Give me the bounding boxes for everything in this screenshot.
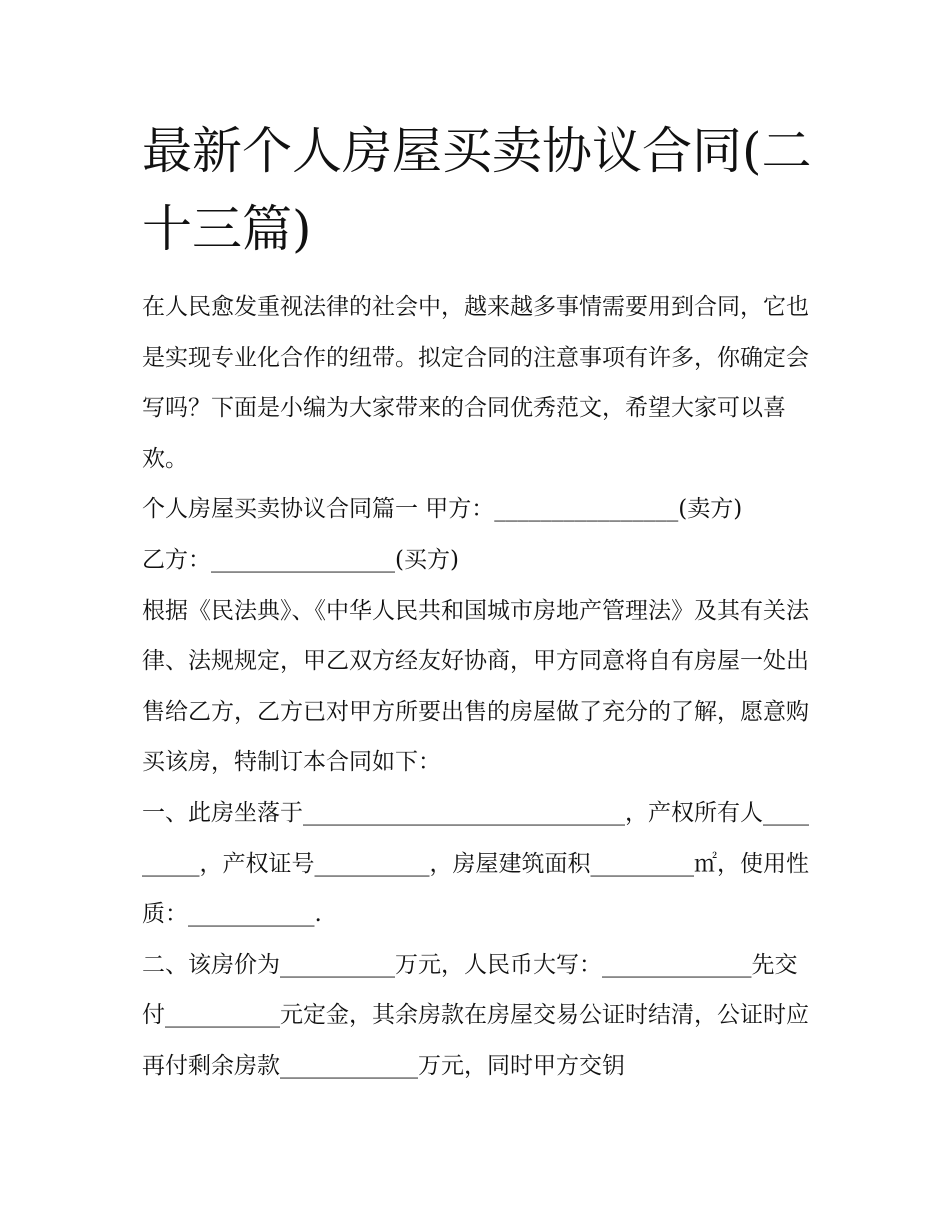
party-a-line: 个人房屋买卖协议合同篇一 甲方：________________(卖方) [142,496,743,523]
basis-paragraph: 根据《民法典》、《中华人民共和国城市房地产管理法》及其有关法律、法规规定，甲乙双方经友好协商，甲方同意将自有房屋一处出售给乙方，乙方已对甲方所要出售的房屋做了充分的了解，愿意购买该房，特制订本合同如下： [142,597,809,776]
clause-two: 二、该房价为__________万元，人民币大写：_____________先交付__________元定金，其余房款在房屋交易公证时结清，公证时应再付剩余房款____________万元，同时甲方交钥 [142,951,809,1079]
document-page [142,112,814,1092]
document-title: 最新个人房屋买卖协议合同(二十三篇) [142,122,812,258]
clause-one: 一、此房坐落于____________________________，产权所有人_________，产权证号__________，房屋建筑面积_________㎡，使用性质：___________. [142,799,809,928]
party-b-line: 乙方：________________(买方) [142,546,459,573]
intro-paragraph: 在人民愈发重视法律的社会中，越来越多事情需要用到合同，它也是实现专业化合作的纽带。拟定合同的注意事项有许多，你确定会写吗？下面是小编为大家带来的合同优秀范文，希望大家可以喜欢。 [142,294,809,472]
